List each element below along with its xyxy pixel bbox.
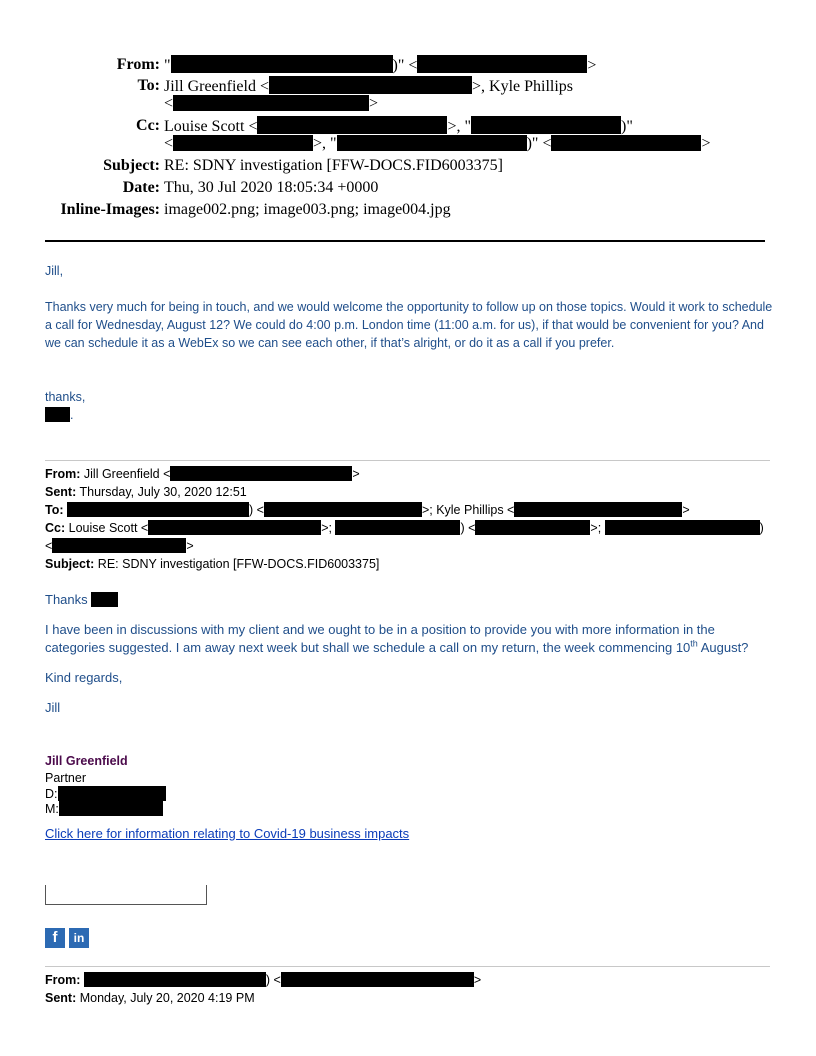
redaction-bar — [551, 135, 701, 151]
signature-direct — [45, 786, 166, 802]
redaction-bar — [171, 55, 393, 73]
to-name-jill: Jill Greenfield < — [164, 78, 269, 95]
greeting: Jill, — [45, 264, 64, 278]
redaction-bar — [269, 76, 472, 94]
to-label: To: — [137, 77, 160, 94]
linkedin-icon[interactable]: in — [69, 928, 89, 948]
redaction-bar — [514, 502, 682, 517]
redaction-bar — [170, 466, 352, 481]
facebook-icon[interactable]: f — [45, 928, 65, 948]
quoted2-sent-value: Monday, July 20, 2020 4:19 PM — [79, 991, 255, 1005]
redaction-bar — [91, 592, 118, 607]
quoted-to-kyle: Kyle Phillips < — [436, 503, 515, 517]
quoted-sent-value: Thursday, July 30, 2020 12:51 — [79, 485, 247, 499]
signature-mobile — [45, 801, 163, 817]
sender-initials: . — [45, 406, 775, 424]
quoted-to-row: To: ) < >; Kyle Phillips < > — [45, 503, 690, 517]
redaction-bar — [45, 407, 70, 422]
reply-body-tail: August? — [697, 640, 749, 655]
quoted2-from-row: From: ) < > — [45, 973, 482, 987]
redaction-bar — [605, 520, 760, 535]
quoted-sent-label: Sent: — [45, 485, 77, 499]
quoted-subject-value: RE: SDNY investigation [FFW-DOCS.FID6003375] — [97, 557, 380, 571]
reply-body-superscript: th — [690, 638, 698, 649]
reply-regards: Kind regards, — [45, 670, 123, 685]
quoted2-sent-label: Sent: — [45, 991, 77, 1005]
quoted-from-row: From: Jill Greenfield < > — [45, 467, 360, 481]
redaction-bar — [471, 116, 621, 134]
signature-title: Partner — [45, 771, 86, 785]
redaction-bar — [337, 135, 527, 151]
cc-value: Louise Scott < >, " )" — [164, 118, 633, 135]
redaction-bar — [335, 520, 460, 535]
quoted-sent-row — [45, 483, 247, 501]
subject-label: Subject: — [103, 157, 160, 174]
to-value — [164, 76, 573, 96]
redaction-bar — [475, 520, 590, 535]
reply-body-text: I have been in discussions with my client and we ought to be in a position to provide you with more information in the categories suggested. I am away next week but shall we schedule a call on my return, the week commencing 10 — [45, 622, 715, 655]
cc-name-louise: Louise Scott < — [164, 118, 258, 135]
signature-name: Jill Greenfield — [45, 754, 128, 768]
subject-value: RE: SDNY investigation [FFW-DOCS.FID6003375] — [164, 157, 503, 174]
quoted2-divider — [45, 966, 770, 967]
from-label: From: — [116, 56, 160, 73]
redaction-bar — [148, 520, 321, 535]
reply-thanks-text: Thanks — [45, 592, 88, 607]
message-body: Thanks very much for being in touch, and we would welcome the opportunity to follow up on those topics. Would it work to schedule a call for Wednesday, August 12? We could do 4:00 p.m. London time (11:00 a.m. for us), if that would be convenient for you? And we can schedule it as a WebEx so we can see each other, if that’s alright, or do it as a call if you prefer. — [45, 300, 773, 350]
from-value: " )" < > — [164, 57, 597, 74]
covid-info-link[interactable]: Click here for information relating to Covid-19 business impacts — [45, 826, 410, 841]
redaction-bar — [264, 502, 422, 517]
quoted-cc-row-cont: < > — [45, 539, 194, 553]
reply-name: Jill — [45, 700, 61, 715]
inline-images-value: image002.png; image003.png; image004.jpg — [164, 201, 451, 218]
reply-body — [45, 621, 773, 657]
date-label: Date: — [122, 179, 160, 196]
direct-label: D: — [45, 787, 58, 801]
inline-images-label: Inline-Images: — [60, 201, 160, 218]
redaction-bar — [59, 801, 163, 816]
redaction-bar — [52, 538, 186, 553]
cc-value-cont: < >, " )" < > — [164, 135, 711, 152]
closing: thanks, — [45, 390, 86, 404]
redaction-bar — [257, 116, 447, 134]
mobile-label: M: — [45, 802, 59, 816]
date-value: Thu, 30 Jul 2020 18:05:34 +0000 — [164, 179, 379, 196]
redaction-bar — [281, 972, 474, 987]
quoted-cc-row: Cc: Louise Scott < >; ) < >; ) — [45, 521, 764, 535]
header-divider — [45, 240, 765, 242]
quoted-cc-louise: Louise Scott < — [68, 521, 149, 535]
quoted-from-name: Jill Greenfield < — [83, 467, 171, 481]
quoted2-from-label: From: — [45, 973, 81, 987]
to-value-cont: < > — [164, 95, 379, 112]
quoted-cc-label: Cc: — [45, 521, 66, 535]
quoted-divider — [45, 460, 770, 461]
cc-label: Cc: — [136, 117, 160, 134]
redaction-bar — [173, 135, 313, 151]
redaction-bar — [58, 786, 166, 801]
reply-thanks — [45, 591, 775, 609]
quoted-to-label: To: — [45, 503, 64, 517]
to-name-kyle: >, Kyle Phillips — [472, 78, 574, 95]
quoted-subject-label: Subject: — [45, 557, 95, 571]
image-placeholder-box — [45, 885, 207, 905]
redaction-bar — [173, 95, 369, 111]
quoted-from-label: From: — [45, 467, 81, 481]
redaction-bar — [417, 55, 587, 73]
quoted2-sent-row — [45, 989, 255, 1007]
redaction-bar — [84, 972, 266, 987]
quoted-subject-row — [45, 555, 379, 573]
redaction-bar — [67, 502, 249, 517]
